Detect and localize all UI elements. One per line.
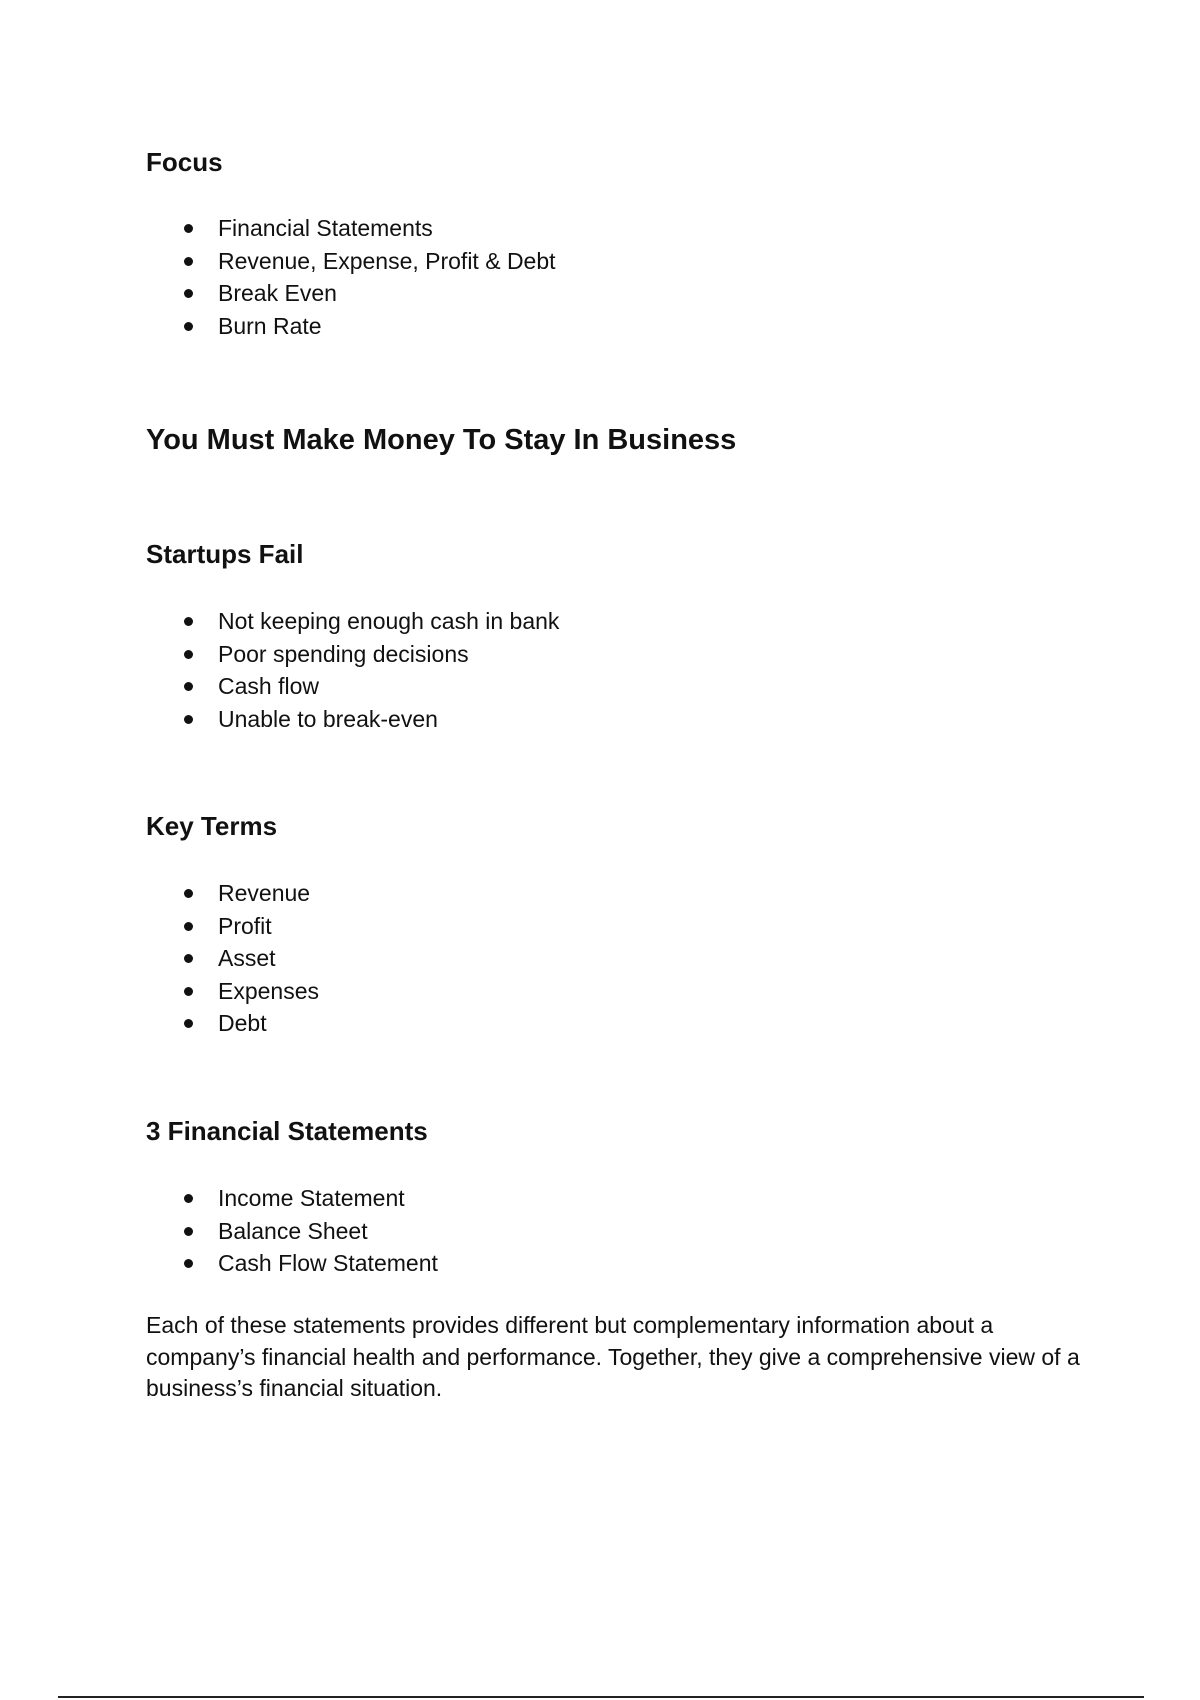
list-item-text: Break Even — [218, 280, 337, 306]
heading-make-money: You Must Make Money To Stay In Business — [146, 424, 737, 456]
financial-statements-list — [182, 1182, 438, 1280]
list-item-text: Profit — [218, 912, 272, 939]
bullet-icon — [184, 1019, 193, 1028]
heading-startups-fail: Startups Fail — [146, 539, 304, 569]
list-item-text: Cash Flow Statement — [218, 1250, 438, 1276]
list-item — [182, 975, 319, 1008]
bullet-icon — [184, 257, 193, 266]
list-item-text: Poor spending decisions — [218, 640, 469, 667]
list-item-text: Unable to break-even — [218, 705, 438, 732]
list-item-text: Burn Rate — [218, 312, 322, 339]
heading-financial-statements: 3 Financial Statements — [146, 1116, 428, 1146]
bullet-icon — [184, 922, 193, 931]
list-item — [182, 703, 559, 736]
list-item — [182, 212, 556, 245]
list-item-text: Not keeping enough cash in bank — [218, 608, 560, 634]
list-item-text: Cash flow — [218, 673, 319, 699]
page-divider — [58, 1696, 1144, 1698]
list-item — [182, 277, 556, 310]
bullet-icon — [184, 987, 193, 996]
list-item-text: Financial Statements — [218, 215, 433, 241]
list-item — [182, 1182, 438, 1215]
bullet-icon — [184, 682, 193, 691]
bullet-icon — [184, 224, 193, 233]
list-item — [182, 670, 559, 703]
list-item-text: Revenue, Expense, Profit & Debt — [218, 247, 556, 274]
bullet-icon — [184, 650, 193, 659]
list-item — [182, 605, 559, 638]
bullet-icon — [184, 322, 193, 331]
heading-key-terms: Key Terms — [146, 811, 278, 841]
list-item — [182, 877, 319, 910]
bullet-icon — [184, 1259, 193, 1268]
bullet-icon — [184, 715, 193, 724]
list-item-text: Asset — [218, 945, 276, 971]
list-item-text: Revenue — [218, 880, 311, 906]
heading-focus: Focus — [146, 147, 223, 177]
list-item-text: Income Statement — [218, 1185, 405, 1211]
list-item — [182, 1007, 319, 1040]
list-item-text: Balance Sheet — [218, 1217, 368, 1244]
list-item — [182, 910, 319, 943]
list-item — [182, 245, 556, 278]
bullet-icon — [184, 954, 193, 963]
list-item — [182, 1215, 438, 1248]
list-item-text: Debt — [218, 1010, 267, 1036]
bullet-icon — [184, 1227, 193, 1236]
startups-fail-list — [182, 605, 559, 735]
bullet-icon — [184, 617, 193, 626]
focus-list — [182, 212, 556, 342]
summary-paragraph: Each of these statements provides different but complementary information about a company’s financial health and performance. Together, they give a comprehensive view of a business’s financial situation. — [146, 1312, 1080, 1401]
bullet-icon — [184, 889, 193, 898]
bullet-icon — [184, 289, 193, 298]
key-terms-list — [182, 877, 319, 1040]
list-item — [182, 942, 319, 975]
list-item — [182, 310, 556, 343]
bullet-icon — [184, 1194, 193, 1203]
list-item-text: Expenses — [218, 977, 320, 1004]
list-item — [182, 1247, 438, 1280]
list-item — [182, 638, 559, 671]
